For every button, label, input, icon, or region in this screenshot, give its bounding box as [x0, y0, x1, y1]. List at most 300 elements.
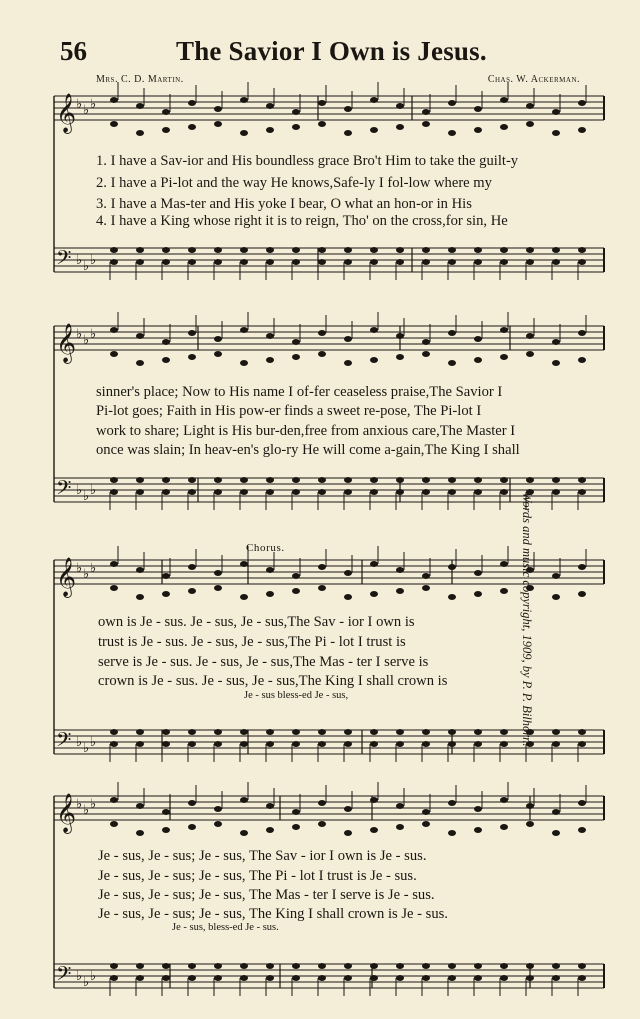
- note-head: [370, 729, 378, 735]
- note-head: [370, 489, 378, 495]
- note-head: [240, 741, 248, 747]
- note-head: [448, 830, 456, 836]
- note-head: [266, 729, 274, 735]
- note-head: [396, 803, 404, 809]
- note-head: [526, 333, 534, 339]
- note-head: [292, 489, 300, 495]
- note-head: [214, 963, 222, 969]
- verse-2-line-2: Pi-lot goes; Faith in His pow-er finds a sweet re-pose, The Pi-lot I: [96, 403, 482, 419]
- note-head: [422, 809, 430, 815]
- note-head: [266, 963, 274, 969]
- note-head: [474, 729, 482, 735]
- note-head: [552, 729, 560, 735]
- note-head: [318, 585, 326, 591]
- note-head: [162, 339, 170, 345]
- note-head: [344, 247, 352, 253]
- note-head: [552, 741, 560, 747]
- note-head: [370, 975, 378, 981]
- note-head: [136, 489, 144, 495]
- note-head: [578, 591, 586, 597]
- note-head: [578, 489, 586, 495]
- note-head: [240, 130, 248, 136]
- note-head: [266, 247, 274, 253]
- note-head: [578, 827, 586, 833]
- verse-4-line-2: once was slain; In heav-en's glo-ry He will come a-gain,The King I shall: [96, 442, 520, 458]
- note-head: [500, 477, 508, 483]
- note-head: [162, 975, 170, 981]
- note-head: [162, 247, 170, 253]
- note-head: [136, 130, 144, 136]
- note-head: [266, 489, 274, 495]
- bass-clef-icon: 𝄢: [56, 476, 72, 504]
- note-head: [266, 333, 274, 339]
- note-head: [396, 729, 404, 735]
- flat-icon: ♭: [90, 735, 97, 750]
- note-head: [448, 564, 456, 570]
- note-head: [396, 741, 404, 747]
- note-head: [526, 121, 534, 127]
- note-head: [188, 100, 196, 106]
- note-head: [214, 729, 222, 735]
- note-head: [162, 259, 170, 265]
- note-head: [292, 824, 300, 830]
- verse-1-line-2: sinner's place; Now to His name I of-fer ceaseless praise,The Savior I: [96, 384, 503, 400]
- flat-icon: ♭: [76, 561, 83, 576]
- note-head: [552, 489, 560, 495]
- note-head: [240, 797, 248, 803]
- note-head: [344, 360, 352, 366]
- note-head: [500, 729, 508, 735]
- note-head: [578, 259, 586, 265]
- note-head: [448, 100, 456, 106]
- chorus-verse-4-line-1: crown is Je - sus. Je - sus, Je - sus,The King I shall crown is: [98, 673, 448, 689]
- note-head: [110, 97, 118, 103]
- flat-icon: ♭: [76, 97, 83, 112]
- note-head: [240, 963, 248, 969]
- note-head: [396, 567, 404, 573]
- note-head: [136, 741, 144, 747]
- chorus-verse-1-line-2: Je - sus, Je - sus; Je - sus, The Sav - ior I own is Je - sus.: [98, 848, 427, 864]
- chorus-label: Chorus.: [246, 542, 285, 554]
- note-head: [396, 247, 404, 253]
- note-head: [370, 963, 378, 969]
- note-head: [162, 573, 170, 579]
- note-head: [474, 127, 482, 133]
- bass-clef-icon: 𝄢: [56, 246, 72, 274]
- note-head: [344, 570, 352, 576]
- note-head: [526, 103, 534, 109]
- note-head: [188, 588, 196, 594]
- note-head: [162, 477, 170, 483]
- note-head: [240, 975, 248, 981]
- note-head: [188, 729, 196, 735]
- note-head: [292, 573, 300, 579]
- note-head: [448, 330, 456, 336]
- note-head: [136, 729, 144, 735]
- note-head: [344, 336, 352, 342]
- note-head: [578, 357, 586, 363]
- note-head: [136, 830, 144, 836]
- treble-clef-icon: 𝄞: [56, 793, 77, 833]
- note-head: [370, 477, 378, 483]
- bass-clef-icon: 𝄢: [56, 728, 72, 756]
- note-head: [396, 354, 404, 360]
- note-head: [370, 247, 378, 253]
- note-head: [448, 963, 456, 969]
- note-head: [136, 247, 144, 253]
- note-head: [370, 97, 378, 103]
- note-head: [292, 354, 300, 360]
- note-head: [552, 963, 560, 969]
- note-head: [500, 561, 508, 567]
- flat-icon: ♭: [90, 561, 97, 576]
- note-head: [188, 124, 196, 130]
- note-head: [136, 975, 144, 981]
- note-head: [344, 975, 352, 981]
- flat-icon: ♭: [83, 975, 90, 990]
- note-head: [266, 357, 274, 363]
- note-head: [318, 477, 326, 483]
- note-head: [214, 585, 222, 591]
- note-head: [240, 247, 248, 253]
- note-head: [396, 124, 404, 130]
- note-head: [422, 573, 430, 579]
- flat-icon: ♭: [83, 567, 90, 582]
- note-head: [214, 351, 222, 357]
- note-head: [188, 564, 196, 570]
- note-head: [214, 570, 222, 576]
- flat-icon: ♭: [76, 253, 83, 268]
- note-head: [526, 351, 534, 357]
- note-head: [110, 561, 118, 567]
- note-head: [136, 103, 144, 109]
- note-head: [318, 741, 326, 747]
- note-head: [448, 800, 456, 806]
- note-head: [136, 333, 144, 339]
- verse-1-line-1: 1. I have a Sav-ior and His boundless grace Bro't Him to take the guilt-y: [96, 153, 519, 169]
- note-head: [448, 975, 456, 981]
- note-head: [422, 247, 430, 253]
- note-head: [578, 800, 586, 806]
- note-head: [448, 259, 456, 265]
- note-head: [474, 741, 482, 747]
- note-head: [474, 106, 482, 112]
- note-head: [292, 809, 300, 815]
- note-head: [292, 247, 300, 253]
- note-head: [318, 975, 326, 981]
- note-head: [344, 963, 352, 969]
- flat-icon: ♭: [90, 483, 97, 498]
- note-head: [266, 477, 274, 483]
- note-head: [552, 477, 560, 483]
- flat-icon: ♭: [90, 97, 97, 112]
- chorus-verse-1-line-1: own is Je - sus. Je - sus, Je - sus,The Sav - ior I own is: [98, 614, 415, 630]
- note-head: [240, 489, 248, 495]
- note-head: [344, 106, 352, 112]
- note-head: [344, 741, 352, 747]
- flat-icon: ♭: [90, 327, 97, 342]
- treble-clef-icon: 𝄞: [56, 557, 77, 597]
- chorus-verse-3-line-1: serve is Je - sus. Je - sus, Je - sus,The Mas - ter I serve is: [98, 654, 429, 670]
- note-head: [396, 103, 404, 109]
- note-head: [318, 259, 326, 265]
- note-head: [552, 975, 560, 981]
- note-head: [370, 561, 378, 567]
- note-head: [240, 594, 248, 600]
- note-head: [526, 477, 534, 483]
- note-head: [552, 247, 560, 253]
- flat-icon: ♭: [83, 803, 90, 818]
- note-head: [136, 594, 144, 600]
- note-head: [188, 824, 196, 830]
- treble-clef-icon: 𝄞: [56, 93, 77, 133]
- note-head: [500, 741, 508, 747]
- note-head: [266, 827, 274, 833]
- note-head: [162, 489, 170, 495]
- note-head: [110, 975, 118, 981]
- note-head: [162, 729, 170, 735]
- note-head: [240, 360, 248, 366]
- note-head: [240, 830, 248, 836]
- bass-echo-line-1: Je - sus bless-ed Je - sus,: [244, 690, 349, 701]
- flat-icon: ♭: [90, 253, 97, 268]
- note-head: [500, 124, 508, 130]
- clefs-and-signatures: [56, 93, 96, 990]
- note-head: [396, 588, 404, 594]
- note-head: [188, 800, 196, 806]
- note-head: [578, 564, 586, 570]
- note-head: [318, 963, 326, 969]
- note-head: [214, 821, 222, 827]
- note-head: [370, 327, 378, 333]
- note-head: [240, 327, 248, 333]
- note-head: [500, 97, 508, 103]
- note-head: [552, 594, 560, 600]
- note-head: [526, 963, 534, 969]
- note-head: [422, 821, 430, 827]
- note-head: [396, 489, 404, 495]
- note-head: [344, 259, 352, 265]
- note-head: [292, 588, 300, 594]
- note-head: [266, 803, 274, 809]
- note-head: [396, 975, 404, 981]
- note-head: [474, 259, 482, 265]
- note-head: [240, 259, 248, 265]
- note-head: [448, 477, 456, 483]
- note-head: [370, 797, 378, 803]
- note-head: [188, 489, 196, 495]
- note-head: [422, 121, 430, 127]
- note-head: [266, 591, 274, 597]
- note-head: [136, 259, 144, 265]
- note-head: [110, 121, 118, 127]
- note-head: [318, 821, 326, 827]
- note-head: [292, 477, 300, 483]
- note-head: [162, 827, 170, 833]
- note-head: [266, 103, 274, 109]
- note-head: [370, 127, 378, 133]
- note-head: [500, 354, 508, 360]
- note-head: [474, 827, 482, 833]
- note-head: [474, 806, 482, 812]
- music-credit: Chas. W. Ackerman.: [487, 74, 580, 85]
- note-head: [552, 109, 560, 115]
- note-head: [422, 741, 430, 747]
- note-head: [214, 975, 222, 981]
- note-head: [448, 130, 456, 136]
- note-head: [552, 259, 560, 265]
- note-head: [214, 741, 222, 747]
- note-head: [552, 573, 560, 579]
- note-head: [214, 477, 222, 483]
- flat-icon: ♭: [83, 103, 90, 118]
- note-head: [370, 357, 378, 363]
- note-head: [474, 975, 482, 981]
- note-head: [396, 824, 404, 830]
- note-head: [318, 100, 326, 106]
- note-head: [110, 729, 118, 735]
- note-head: [500, 247, 508, 253]
- note-head: [188, 963, 196, 969]
- note-head: [578, 127, 586, 133]
- verse-3-line-1: 3. I have a Mas-ter and His yoke I bear, O what an hon-or in His: [96, 196, 472, 212]
- note-head: [188, 330, 196, 336]
- note-head: [110, 797, 118, 803]
- bass-echo-line-2: Je - sus, bless-ed Je - sus.: [172, 922, 279, 933]
- note-head: [110, 741, 118, 747]
- note-head: [344, 729, 352, 735]
- note-head: [578, 247, 586, 253]
- note-head: [188, 354, 196, 360]
- note-head: [266, 127, 274, 133]
- note-head: [370, 827, 378, 833]
- note-head: [266, 567, 274, 573]
- flat-icon: ♭: [76, 735, 83, 750]
- note-head: [552, 360, 560, 366]
- flat-icon: ♭: [76, 327, 83, 342]
- note-head: [578, 100, 586, 106]
- note-head: [162, 591, 170, 597]
- note-head: [344, 489, 352, 495]
- note-head: [422, 351, 430, 357]
- note-head: [422, 477, 430, 483]
- note-head: [552, 830, 560, 836]
- note-head: [110, 963, 118, 969]
- verse-2-line-1: 2. I have a Pi-lot and the way He knows,Safe-ly I fol-low where my: [96, 175, 492, 191]
- flat-icon: ♭: [83, 333, 90, 348]
- note-head: [214, 106, 222, 112]
- note-head: [500, 259, 508, 265]
- note-head: [162, 127, 170, 133]
- note-head: [448, 594, 456, 600]
- hymn-number: 56: [60, 36, 87, 66]
- note-head: [318, 330, 326, 336]
- note-head: [188, 259, 196, 265]
- note-head: [162, 809, 170, 815]
- note-head: [552, 809, 560, 815]
- note-head: [552, 130, 560, 136]
- note-head: [448, 741, 456, 747]
- hymn-title: The Savior I Own is Jesus.: [176, 36, 487, 66]
- flat-icon: ♭: [76, 483, 83, 498]
- note-head: [422, 489, 430, 495]
- note-head: [318, 564, 326, 570]
- note-head: [292, 109, 300, 115]
- note-head: [292, 339, 300, 345]
- note-head: [422, 975, 430, 981]
- note-head: [578, 963, 586, 969]
- note-head: [396, 333, 404, 339]
- verse-4-line-1: 4. I have a King whose right it is to reign, Tho' on the cross,for sin, He: [96, 213, 508, 229]
- note-head: [318, 247, 326, 253]
- note-head: [422, 109, 430, 115]
- note-head: [474, 591, 482, 597]
- flat-icon: ♭: [76, 797, 83, 812]
- note-head: [500, 797, 508, 803]
- note-head: [188, 741, 196, 747]
- note-head: [188, 247, 196, 253]
- note-head: [110, 247, 118, 253]
- bass-clef-icon: 𝄢: [56, 962, 72, 990]
- note-head: [318, 351, 326, 357]
- note-head: [500, 588, 508, 594]
- note-head: [344, 830, 352, 836]
- treble-clef-icon: 𝄞: [56, 323, 77, 363]
- chorus-verse-2-line-1: trust is Je - sus. Je - sus, Je - sus,The Pi - lot I trust is: [98, 634, 406, 650]
- note-head: [214, 121, 222, 127]
- note-head: [370, 591, 378, 597]
- flat-icon: ♭: [83, 741, 90, 756]
- flat-icon: ♭: [76, 969, 83, 984]
- note-head: [396, 259, 404, 265]
- note-head: [240, 97, 248, 103]
- note-head: [240, 477, 248, 483]
- note-head: [292, 124, 300, 130]
- note-head: [474, 336, 482, 342]
- note-head: [110, 327, 118, 333]
- note-head: [136, 803, 144, 809]
- note-head: [422, 259, 430, 265]
- note-head: [578, 330, 586, 336]
- note-head: [110, 585, 118, 591]
- flat-icon: ♭: [83, 259, 90, 274]
- note-head: [344, 594, 352, 600]
- note-head: [500, 824, 508, 830]
- note-head: [526, 259, 534, 265]
- note-head: [318, 489, 326, 495]
- note-head: [110, 821, 118, 827]
- note-head: [448, 360, 456, 366]
- note-head: [214, 247, 222, 253]
- note-head: [474, 963, 482, 969]
- chorus-verse-2-line-2: Je - sus, Je - sus; Je - sus, The Pi - lot I trust is Je - sus.: [98, 868, 417, 884]
- note-head: [136, 477, 144, 483]
- note-head: [162, 741, 170, 747]
- note-head: [318, 800, 326, 806]
- note-head: [500, 489, 508, 495]
- note-head: [578, 729, 586, 735]
- note-head: [422, 585, 430, 591]
- note-head: [474, 247, 482, 253]
- note-head: [422, 729, 430, 735]
- flat-icon: ♭: [90, 969, 97, 984]
- copyright-notice: Words and music copyright, 1909, by P. P. Bilhorn.: [520, 492, 534, 747]
- note-head: [240, 729, 248, 735]
- note-head: [344, 806, 352, 812]
- note-head: [318, 121, 326, 127]
- note-head: [318, 729, 326, 735]
- verse-3-line-2: work to share; Light is His bur-den,free from anxious care,The Master I: [96, 423, 516, 439]
